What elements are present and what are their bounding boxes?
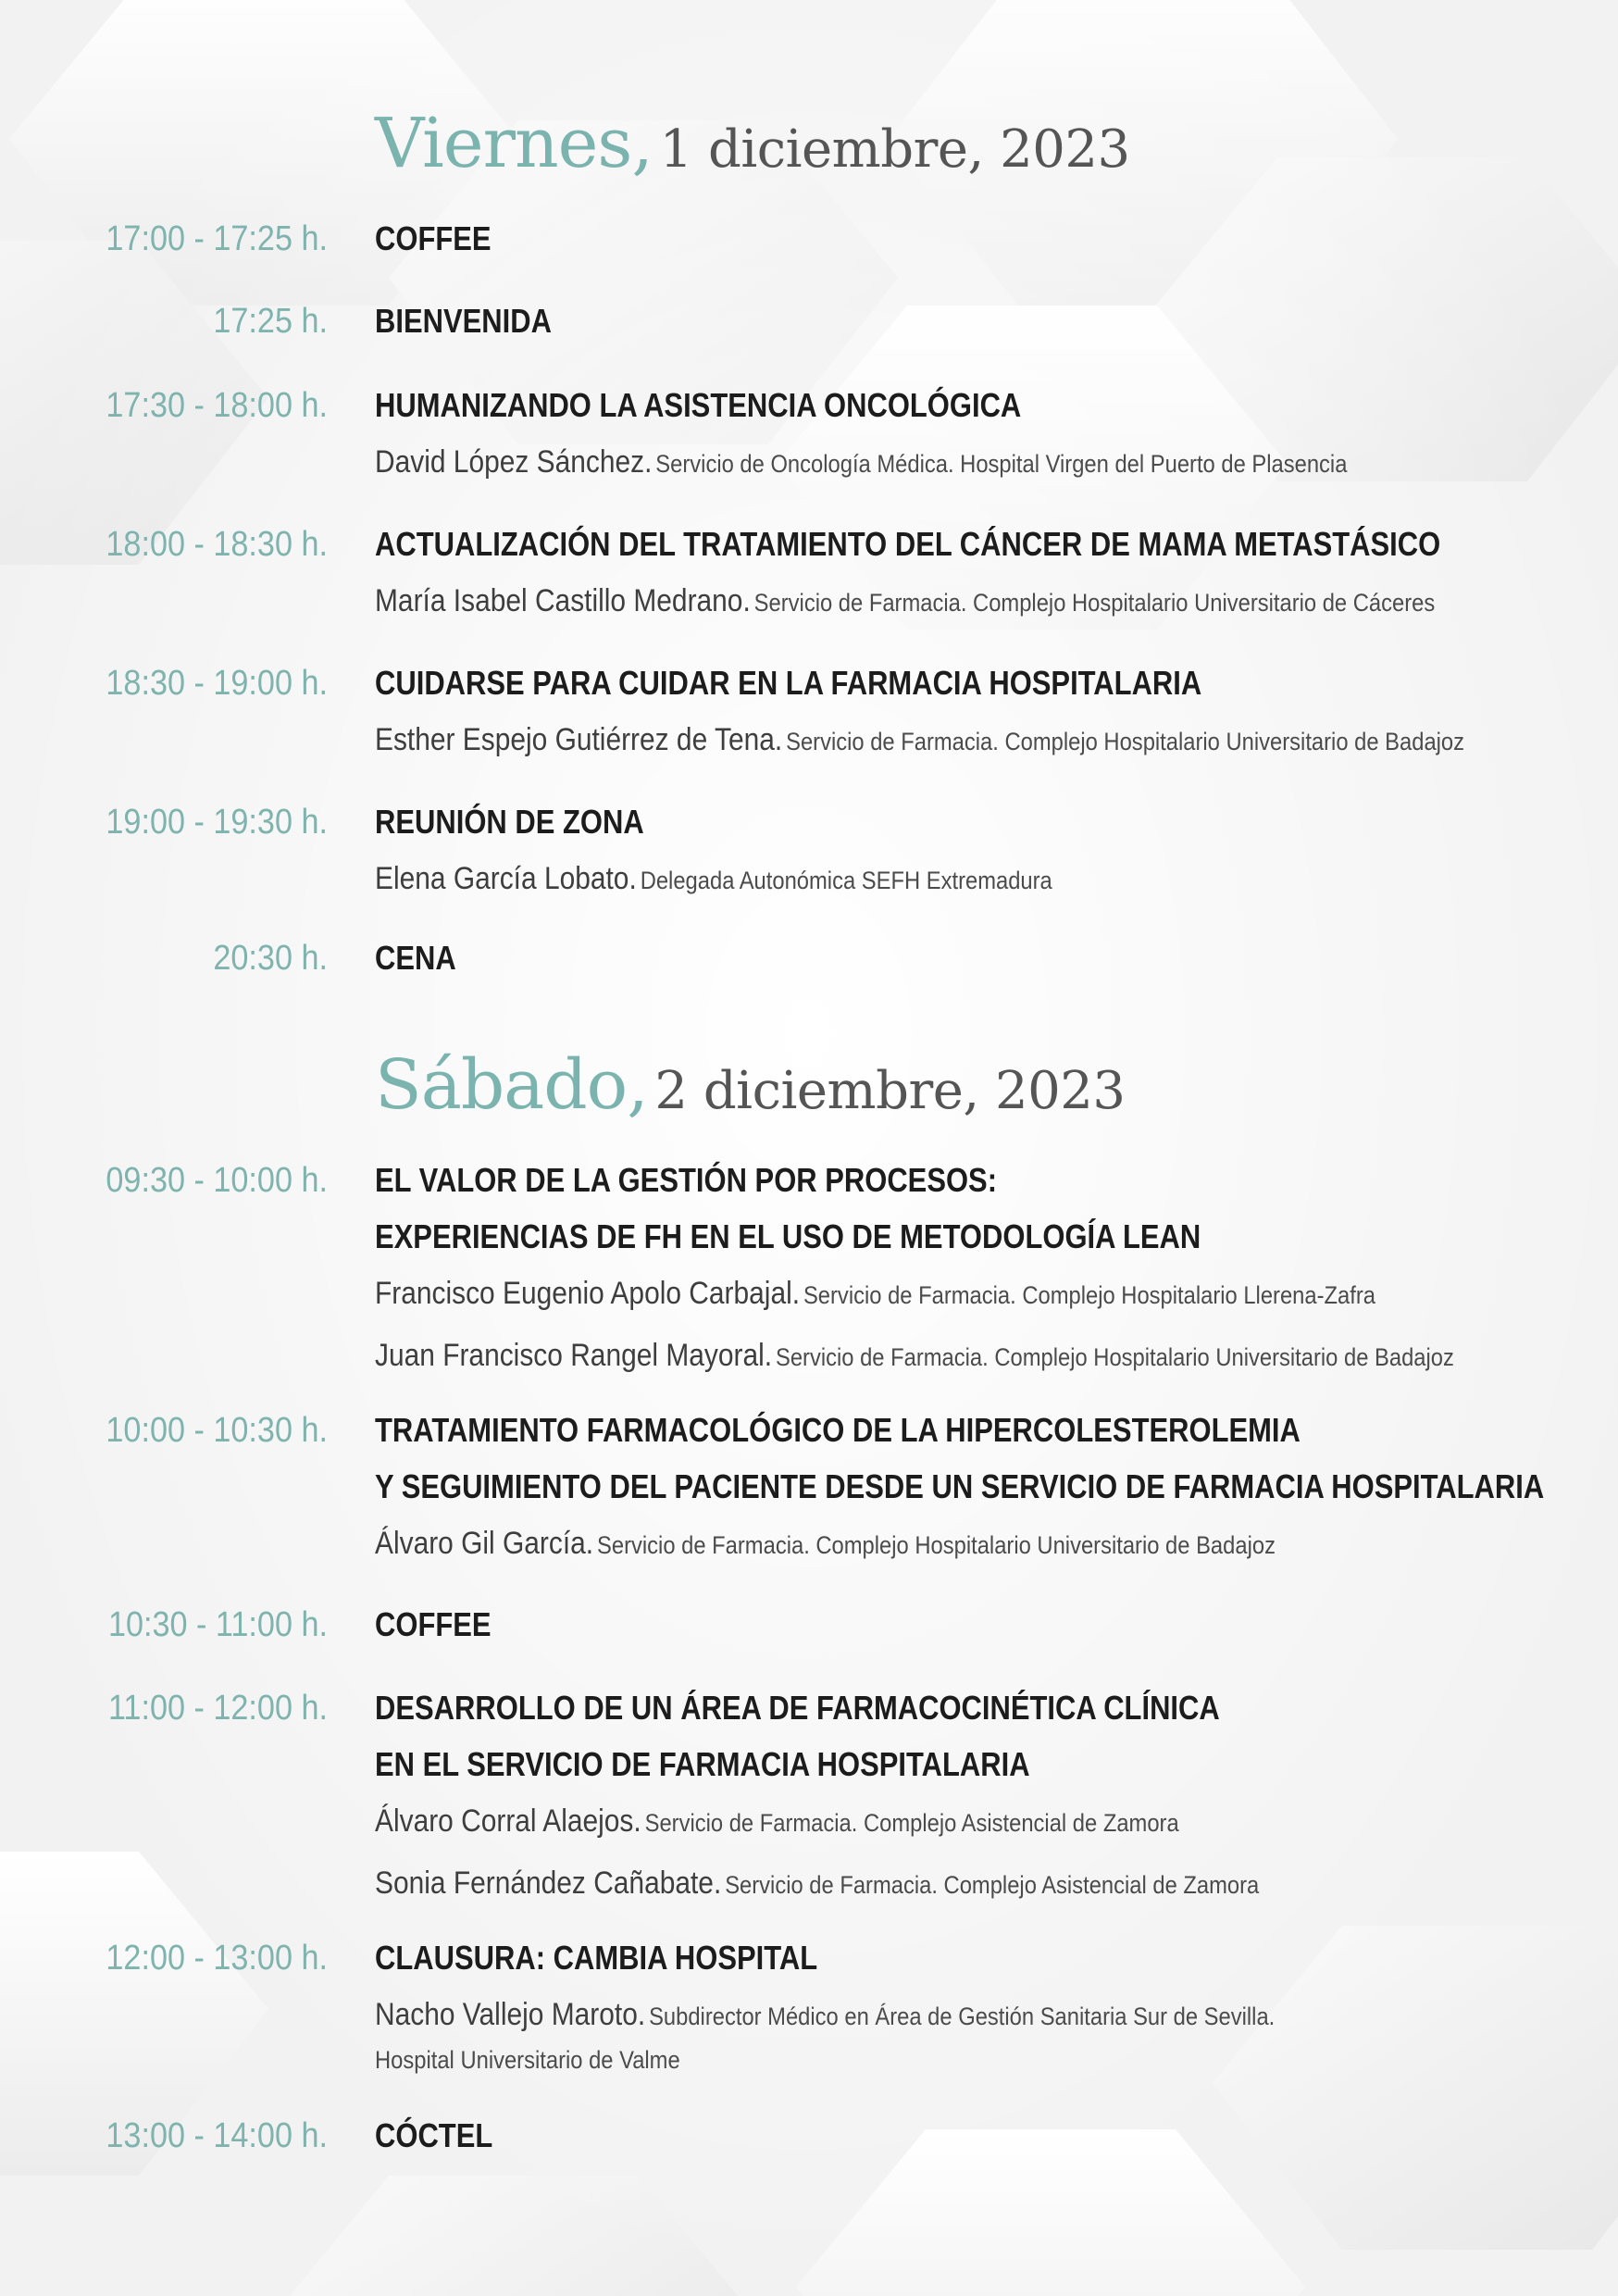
speaker-name: Álvaro Corral Alaejos. [375, 1803, 641, 1839]
speaker-name: Álvaro Gil García. [375, 1526, 594, 1561]
session-content [375, 799, 1606, 907]
session-content [375, 1407, 1606, 1572]
time-slot: 17:30 - 18:00 h. [106, 386, 329, 425]
session-title: ACTUALIZACIÓN DEL TRATAMIENTO DEL CÁNCER DE MAMA METASTÁSICO [375, 525, 1441, 563]
time-slot: 18:00 - 18:30 h. [106, 525, 329, 564]
session-content [375, 2113, 1606, 2159]
speaker-affiliation: Servicio de Farmacia. Complejo Asistencial de Zamora [644, 1809, 1179, 1837]
day-name: Sábado, [375, 1045, 648, 1125]
session-title: EN EL SERVICIO DE FARMACIA HOSPITALARIA [375, 1745, 1030, 1783]
speaker-name: Esther Espejo Gutiérrez de Tena. [375, 722, 783, 757]
speaker [375, 1521, 1458, 1572]
speaker-name: Nacho Vallejo Maroto. [375, 1997, 646, 2032]
session-content [375, 1685, 1606, 1912]
session-content [375, 382, 1606, 491]
session-title: CENA [375, 939, 456, 977]
session-title: EXPERIENCIAS DE FH EN EL USO DE METODOLOGÍA LEAN [375, 1217, 1201, 1255]
speaker [375, 856, 1458, 907]
speaker-name: Francisco Eugenio Apolo Carbajal. [375, 1276, 801, 1311]
session-title: CÓCTEL [375, 2116, 493, 2154]
session-content [375, 1602, 1606, 1648]
session-content [375, 935, 1606, 981]
speaker [375, 1992, 1458, 2043]
day-date: 1 diciembre, 2023 [659, 119, 1130, 180]
speaker-affiliation: Servicio de Farmacia. Complejo Asistencial de Zamora [725, 1871, 1260, 1899]
session-title: CLAUSURA: CAMBIA HOSPITAL [375, 1939, 818, 1977]
day-name: Viernes, [375, 104, 653, 183]
speaker [375, 1333, 1458, 1384]
speaker-affiliation: Servicio de Farmacia. Complejo Hospitalario Llerena-Zafra [803, 1281, 1375, 1309]
speaker [375, 440, 1458, 491]
time-slot: 20:30 h. [213, 939, 328, 978]
saturday-heading [375, 1045, 1126, 1125]
time-slot: 13:00 - 14:00 h. [106, 2116, 329, 2155]
speaker-affiliation: Servicio de Farmacia. Complejo Hospitalario Universitario de Cáceres [753, 589, 1436, 617]
session-title: COFFEE [375, 219, 492, 257]
speaker-affiliation: Servicio de Farmacia. Complejo Hospitalario Universitario de Badajoz [597, 1531, 1276, 1559]
session-title: COFFEE [375, 1605, 492, 1643]
session-title: CUIDARSE PARA CUIDAR EN LA FARMACIA HOSPITALARIA [375, 664, 1202, 702]
session-content [375, 1157, 1606, 1384]
time-slot: 18:30 - 19:00 h. [106, 664, 329, 703]
session-content [375, 216, 1606, 262]
time-slot: 17:00 - 17:25 h. [106, 219, 329, 258]
speaker-name: David López Sánchez. [375, 444, 653, 480]
speaker [375, 1799, 1458, 1850]
day-date: 2 diciembre, 2023 [654, 1061, 1126, 1121]
session-content [375, 298, 1606, 344]
speaker-affiliation-continued: Hospital Universitario de Valme [375, 2046, 680, 2074]
time-slot: 12:00 - 13:00 h. [106, 1939, 329, 1978]
session-title: DESARROLLO DE UN ÁREA DE FARMACOCINÉTICA CLÍNICA [375, 1689, 1220, 1727]
time-slot: 19:00 - 19:30 h. [106, 803, 329, 842]
speaker-affiliation: Servicio de Farmacia. Complejo Hospitalario Universitario de Badajoz [786, 728, 1465, 755]
session-title: BIENVENIDA [375, 302, 552, 340]
speaker-name: María Isabel Castillo Medrano. [375, 583, 751, 618]
time-slot: 17:25 h. [213, 302, 328, 341]
speaker-name: Juan Francisco Rangel Mayoral. [375, 1338, 773, 1373]
session-title: TRATAMIENTO FARMACOLÓGICO DE LA HIPERCOLESTEROLEMIA [375, 1411, 1301, 1449]
session-title: REUNIÓN DE ZONA [375, 803, 644, 841]
speaker-affiliation: Delegada Autonómica SEFH Extremadura [640, 867, 1052, 894]
speaker-name: Elena García Lobato. [375, 861, 637, 896]
speaker-affiliation: Subdirector Médico en Área de Gestión Sanitaria Sur de Sevilla. [649, 2003, 1276, 2030]
speaker-affiliation: Servicio de Oncología Médica. Hospital Virgen del Puerto de Plasencia [655, 450, 1348, 478]
speaker [375, 1861, 1458, 1912]
speaker-affiliation: Servicio de Farmacia. Complejo Hospitalario Universitario de Badajoz [775, 1343, 1454, 1371]
speaker-name: Sonia Fernández Cañabate. [375, 1866, 722, 1901]
session-content [375, 521, 1606, 630]
friday-heading [375, 104, 1130, 183]
speaker [375, 579, 1458, 630]
session-content [375, 660, 1606, 768]
session-title: EL VALOR DE LA GESTIÓN POR PROCESOS: [375, 1161, 998, 1199]
time-slot: 10:00 - 10:30 h. [106, 1411, 329, 1450]
speaker [375, 718, 1465, 768]
speaker [375, 1271, 1458, 1322]
time-slot: 11:00 - 12:00 h. [107, 1689, 329, 1728]
session-title: Y SEGUIMIENTO DEL PACIENTE DESDE UN SERVICIO DE FARMACIA HOSPITALARIA [375, 1467, 1545, 1505]
session-content [375, 1935, 1606, 2077]
session-title: HUMANIZANDO LA ASISTENCIA ONCOLÓGICA [375, 386, 1022, 424]
time-slot: 09:30 - 10:00 h. [106, 1161, 329, 1200]
time-slot: 10:30 - 11:00 h. [107, 1605, 329, 1644]
